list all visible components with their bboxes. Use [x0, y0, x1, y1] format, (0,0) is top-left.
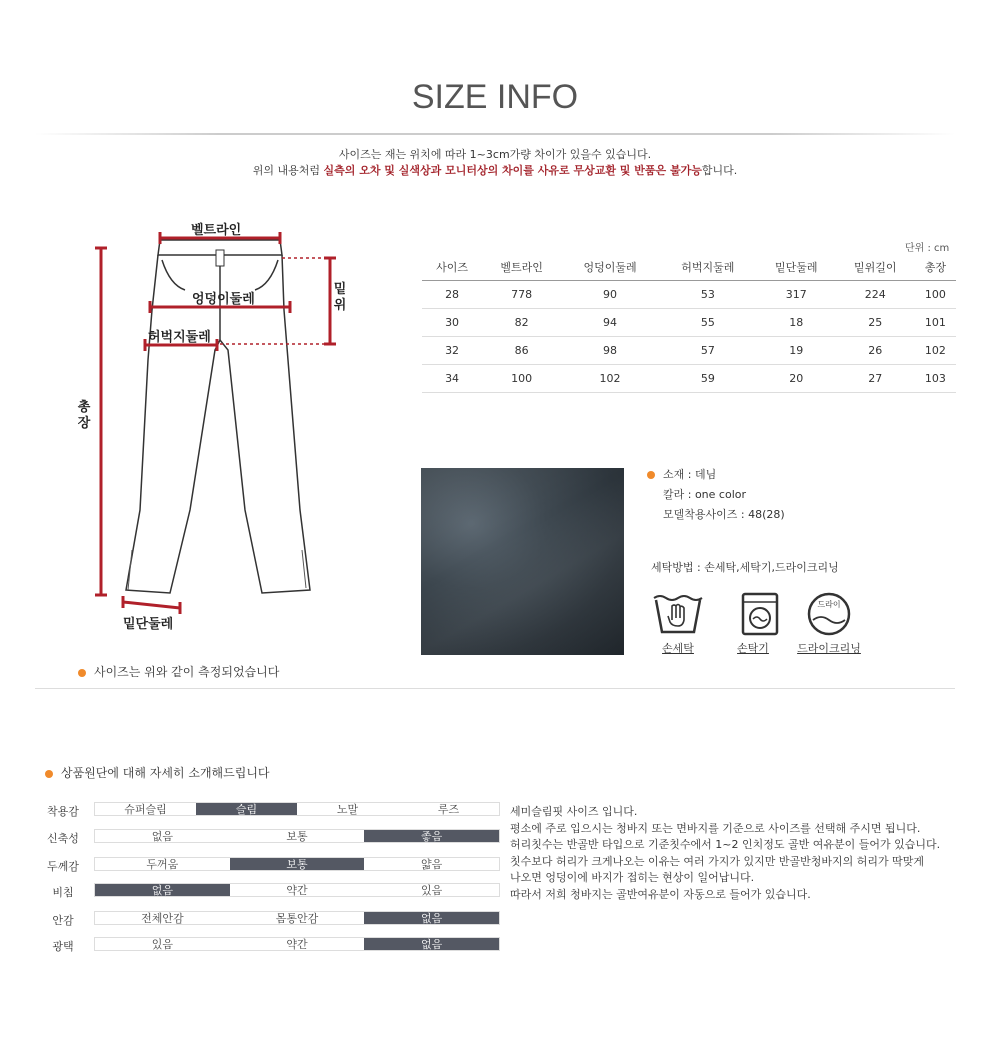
table-header: 벨트라인 — [482, 253, 561, 281]
table-cell: 101 — [915, 309, 956, 337]
rating-option: 없음 — [364, 912, 499, 924]
table-cell: 100 — [915, 281, 956, 309]
return-notice-suffix: 합니다. — [701, 164, 738, 177]
description-line: 나오면 엉덩이에 바지가 접히는 현상이 일어납니다. — [510, 871, 755, 884]
table-cell: 26 — [836, 337, 915, 365]
table-cell: 34 — [422, 365, 482, 393]
rating-label: 광택 — [52, 940, 74, 953]
table-header: 총장 — [915, 253, 956, 281]
rating-option: 노말 — [336, 803, 359, 816]
description-line: 평소에 주로 입으시는 청바지 또는 면바지를 기준으로 사이즈를 선택해 주시면 됩니다. — [510, 821, 921, 835]
rating-bar — [94, 937, 500, 951]
table-cell: 18 — [757, 309, 836, 337]
measure-note — [78, 663, 279, 680]
rating-option: 두꺼움 — [146, 858, 179, 871]
fabric-intro-text: 상품원단에 대해 자세히 소개해드립니다 — [61, 766, 270, 780]
unit-label: 단위 : cm — [905, 243, 950, 254]
orange-bullet-icon — [45, 770, 53, 778]
material-info — [647, 466, 716, 482]
return-notice-emphasis: 실측의 오차 및 실색상과 모니터상의 차이를 사유로 무상교환 및 반품은 불가능 — [323, 164, 702, 177]
return-notice — [0, 162, 990, 178]
rise-label: 밑위 — [333, 282, 347, 313]
pants-illustration — [70, 210, 390, 640]
wash-method-info: 세탁방법 : 손세탁,세탁기,드라이크리닝 — [651, 561, 839, 574]
rating-label: 착용감 — [47, 805, 79, 818]
total-length-label: 총장 — [77, 400, 91, 431]
rating-option: 슬림 — [196, 803, 297, 815]
return-notice-prefix: 위의 내용처럼 — [252, 164, 324, 177]
orange-bullet-icon — [78, 669, 86, 677]
table-cell: 20 — [757, 365, 836, 393]
hem-label: 밑단둘레 — [123, 617, 174, 632]
table-header: 밑단둘레 — [757, 253, 836, 281]
table-cell: 82 — [482, 309, 561, 337]
pants-diagram — [70, 210, 390, 640]
rating-option: 약간 — [286, 884, 308, 897]
table-cell: 27 — [836, 365, 915, 393]
table-cell: 28 — [422, 281, 482, 309]
table-header: 엉덩이둘레 — [561, 253, 659, 281]
material-text: 소재 : 데님 — [663, 468, 717, 481]
table-cell: 25 — [836, 309, 915, 337]
table-cell: 102 — [561, 365, 659, 393]
rating-option: 보통 — [286, 830, 308, 843]
table-cell: 19 — [757, 337, 836, 365]
rating-bar — [94, 911, 500, 925]
description-line: 세미슬림핏 사이즈 입니다. — [510, 805, 638, 818]
rating-option: 있음 — [421, 884, 443, 897]
rating-option: 없음 — [95, 884, 230, 896]
table-cell: 317 — [757, 281, 836, 309]
table-cell: 59 — [659, 365, 757, 393]
table-cell: 57 — [659, 337, 757, 365]
table-cell: 778 — [482, 281, 561, 309]
model-size-info: 모델착용사이즈 : 48(28) — [663, 508, 785, 521]
table-cell: 98 — [561, 337, 659, 365]
dry-clean-icon-text: 드라이 — [817, 600, 841, 609]
rating-label: 두께감 — [47, 860, 79, 873]
belt-line-label: 벨트라인 — [191, 223, 242, 238]
table-cell: 32 — [422, 337, 482, 365]
table-row — [422, 337, 956, 365]
dry-clean-icon — [801, 592, 857, 636]
thigh-label: 허벅지둘레 — [148, 330, 211, 345]
measure-note-text: 사이즈는 위와 같이 측정되었습니다 — [94, 665, 280, 679]
table-row — [422, 365, 956, 393]
rating-label: 안감 — [52, 914, 74, 927]
table-header-row — [422, 253, 956, 281]
washing-machine-icon — [733, 592, 789, 636]
table-cell: 86 — [482, 337, 561, 365]
fabric-swatch — [421, 468, 624, 655]
section-divider — [35, 688, 955, 689]
orange-bullet-icon — [647, 471, 655, 479]
table-cell: 55 — [659, 309, 757, 337]
table-cell: 103 — [915, 365, 956, 393]
table-cell: 224 — [836, 281, 915, 309]
description-line: 허리칫수는 반골반 타입으로 기준칫수에서 1~2 인치정도 골반 여유분이 들어가 있습니다. — [510, 838, 941, 851]
table-header: 허벅지둘레 — [659, 253, 757, 281]
rating-bar — [94, 829, 500, 843]
rating-option: 전체안감 — [141, 912, 184, 925]
table-header: 밑위길이 — [836, 253, 915, 281]
table-cell: 30 — [422, 309, 482, 337]
rating-option: 슈퍼슬림 — [124, 803, 167, 816]
description-line: 따라서 저희 청바지는 골반여유분이 자동으로 들어가 있습니다. — [510, 887, 811, 901]
page-title: SIZE INFO — [411, 78, 579, 116]
table-cell: 53 — [659, 281, 757, 309]
rating-option: 있음 — [151, 938, 173, 951]
rating-bar — [94, 802, 500, 816]
color-info: 칼라 : one color — [663, 488, 747, 501]
size-notice: 사이즈는 재는 위치에 따라 1~3cm가량 차이가 있을수 있습니다. — [338, 148, 652, 161]
rating-option: 약간 — [286, 938, 308, 951]
hand-wash-icon — [650, 592, 706, 636]
rating-option: 좋음 — [364, 830, 499, 842]
rating-option: 보통 — [230, 858, 365, 870]
table-row — [422, 309, 956, 337]
care-label-hand-wash: 손세탁 — [662, 642, 694, 655]
care-label-dry-clean: 드라이크리닝 — [797, 642, 861, 655]
care-label-machine: 손탁기 — [737, 642, 769, 655]
fabric-description — [510, 804, 980, 903]
rating-option: 몸통안감 — [275, 912, 319, 925]
title-divider — [35, 133, 955, 135]
table-row — [422, 281, 956, 309]
table-cell: 100 — [482, 365, 561, 393]
size-table — [422, 253, 956, 393]
hip-label: 엉덩이둘레 — [192, 292, 255, 307]
table-cell: 102 — [915, 337, 956, 365]
rating-option: 없음 — [364, 938, 499, 950]
rating-bar — [94, 857, 500, 871]
rating-option: 얇음 — [421, 858, 443, 871]
rating-option: 루즈 — [437, 803, 460, 816]
fabric-intro-heading — [45, 764, 270, 781]
rating-option: 없음 — [151, 830, 173, 843]
rating-label: 비침 — [52, 886, 74, 899]
description-line: 칫수보다 허리가 크게나오는 이유는 여러 가지가 있지만 반골반청바지의 허리가 딱맞게 — [510, 854, 925, 868]
rating-bar — [94, 883, 500, 897]
table-cell: 94 — [561, 309, 659, 337]
rating-label: 신축성 — [47, 832, 79, 845]
table-cell: 90 — [561, 281, 659, 309]
table-header: 사이즈 — [422, 253, 482, 281]
